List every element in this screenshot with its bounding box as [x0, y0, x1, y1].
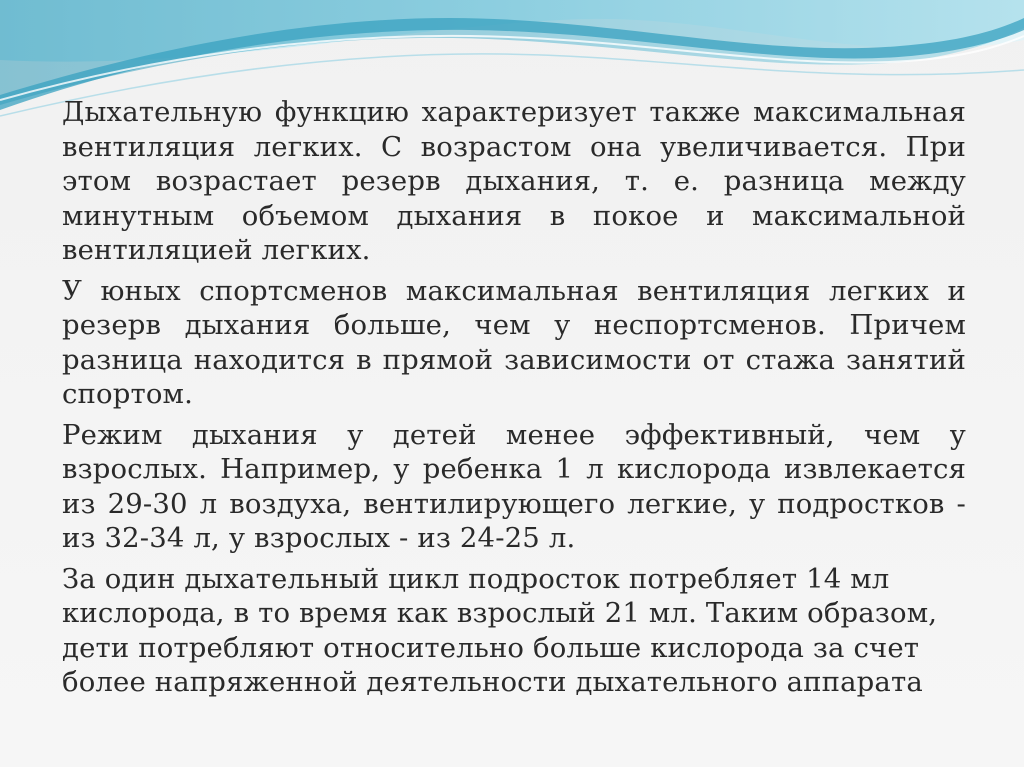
paragraph-young-athletes: У юных спортсменов максимальная вентиляция легких и резерв дыхания больше, чем у неспортсменов. Причем разница находится в прямой зависимости от стажа занятий спортом. — [62, 274, 966, 410]
paragraph-breathing-mode: Режим дыхания у детей менее эффективный, чем у взрослых. Например, у ребенка 1 л кислорода извлекается из 29-30 л воздуха, вентилирующего легкие, у подростков - из 32-34 л, у взрослых - из 24-25 л. — [62, 418, 966, 554]
paragraph-maximal-ventilation: Дыхательную функцию характеризует также максимальная вентиляция легких. С возрастом она увеличивается. При этом возрастает резерв дыхания, т. е. разница между минутным объемом дыхания в покое и максимальной вентиляцией легких. — [62, 96, 966, 266]
paragraph-oxygen-consumption: За один дыхательный цикл подросток потребляет 14 мл кислорода, в то время как взрослый 21 мл. Таким образом, дети потребляют относительно больше кислорода за счет более напряженной деятельности дыхательного аппарата — [62, 562, 938, 698]
slide-body-text — [62, 95, 966, 706]
